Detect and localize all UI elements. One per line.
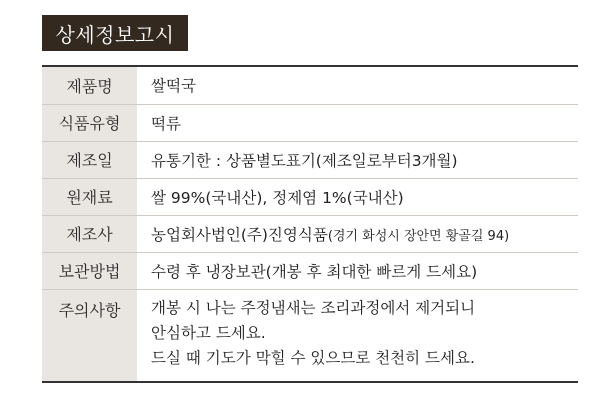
caution-line: 드실 때 기도가 막힐 수 있으므로 천천히 드세요. <box>151 348 475 367</box>
row-value-manufacture-date: 유통기한 : 상품별도표기(제조일로부터3개월) <box>137 141 578 178</box>
row-value-food-type: 떡류 <box>137 104 578 141</box>
row-label-caution: 주의사항 <box>42 289 137 381</box>
row-value-product-name: 쌀떡국 <box>137 67 578 104</box>
table-row <box>42 178 578 215</box>
row-value-storage: 수령 후 냉장보관(개봉 후 최대한 빠르게 드세요) <box>137 252 578 289</box>
bottom-divider <box>42 381 578 383</box>
product-info-table <box>42 67 578 381</box>
row-label-ingredients: 원재료 <box>42 178 137 215</box>
row-value-caution <box>137 289 578 381</box>
manufacturer-name: 농업회사법인(주)진영식품 <box>151 225 328 244</box>
table-row <box>42 289 578 381</box>
row-label-manufacturer: 제조사 <box>42 215 137 252</box>
row-value-ingredients: 쌀 99%(국내산), 정제염 1%(국내산) <box>137 178 578 215</box>
row-label-manufacture-date: 제조일 <box>42 141 137 178</box>
row-label-product-name: 제품명 <box>42 67 137 104</box>
row-value-manufacturer <box>137 215 578 252</box>
caution-line: 안심하고 드세요. <box>151 323 266 342</box>
row-label-storage: 보관방법 <box>42 252 137 289</box>
row-label-food-type: 식품유형 <box>42 104 137 141</box>
table-row <box>42 252 578 289</box>
table-row <box>42 141 578 178</box>
table-row <box>42 104 578 141</box>
table-row <box>42 215 578 252</box>
caution-line: 개봉 시 나는 주정냄새는 조리과정에서 제거되니 <box>151 298 476 317</box>
table-row <box>42 67 578 104</box>
manufacturer-address: (경기 화성시 장안면 황골길 94) <box>327 228 510 244</box>
page-title: 상세정보고시 <box>42 15 188 51</box>
